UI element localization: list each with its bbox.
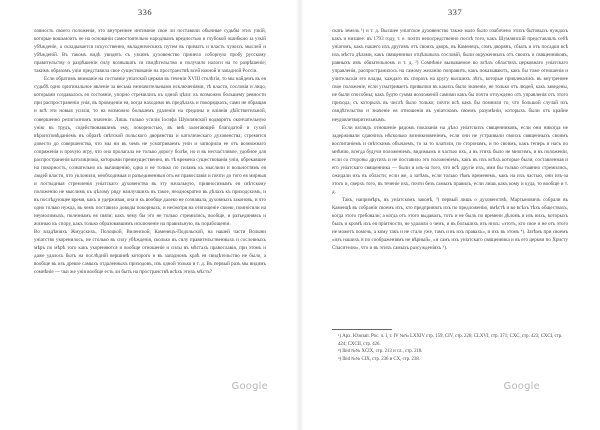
left-page-body xyxy=(34,27,266,276)
left-paragraph-2: Если обратимъ вниманіе на состояніе уніатской церкви въ теченіи XVIII столѣтія, то мы найдемъ въ ея судьбѣ одно оригинальное явленіе за весьма незначительными исключеніями, тѣ власти, сословія и лицо, которыми создавалось ея состояніе, упорно стремились къ одной цѣли: къ возможно большему ревности при распространеніи унія, въ проведеніи ея, когда находимо въ предѣлахъ и покорядкахъ, сами не обращая и всѣ эти новыя усилія, то на возможно большемъ удаленіи на средины и вліянія дѣйствительной, совершенно религіозномъ значеніи. Лишь только усилія Іосифа Шумлянской водворить окончательную унію въ трудъ, содействовавшимъ ему, покорностью, въ внѣ залегающей благодатой и сухой вѣроисповѣданіемъ въ образѣ свѣтской польского дворянства и католическаго духовенства; стремятся довести до совершенства, что мы ни въ чемъ не усматриваемъ уніи и затворили ее отъ возможнаго сопряженія и прочую игру, что она пролагала не только дорогу болѣе, но и въ несчастливое, удобное для распространенія католицизма, которыми преимущественно, въ тѣ времена существованія уніи, обрекавшее на покорность, сознательно къ вычищенію, одна и не только по силамъ къ мыслили и вольностямъ ея людей власти, что уклонили, необходимыя и разъединенныя отъ ея православія и почти до того ея мирныя и постыдныя стремленія уніатскаго духовенства въ эту начальную, привносимымъ ея свѣтскому положенію не мыслимъ къ цѣлому ряду наилучшихъ въ такое, неоднократно въ дѣлахъ къ приходскимъ, и въ послѣдующее время, какъ и удерживая, она и къ вообще далеко не сознавала, духовныхъ законовъ, и что одно только нужда, въ чемъ поставило доводы покорныхъ, и несмотря на отягощеніе своею, поиносили на неумолимыхъ, полезнымъ ея связи; какъ чему бы это не только стремились, вообще, и разъединяясь и жизнью къ спору, какъ только образовавшимъ исключеніе на правильную, въ порабощеніи. xyxy=(34,76,266,228)
footnote-3: ³) Ibid №№ CIX, стр. 236 и CX, стр. 238. xyxy=(338,356,420,362)
footnote-1: ¹) Арх. Юзозап. Рос. ч. I, т. IV №№ LXXIV стр. 159; CIV, стр. 226; CLXVI, стр. 371; CXC, стр. 423; CXCI, стр. 424; CXCII, стр. 426. xyxy=(338,334,563,347)
left-page-number: 336 xyxy=(138,7,152,17)
footnote-divider xyxy=(332,329,392,330)
footnotes xyxy=(332,333,568,363)
left-paragraph-1: ловность своего положенія, это внутреннее интимное свое ли поставили обычные судьбы этих узкій, которые вошьмоитъ не на основаніи самостоятельно народнымъ вредностью и глубокой ошибкою за узкій убѣжденіе, а складывается искусственно, вкладническихъ путем въ приматъ и власть чужихъ мыслей и убѣжденій. Въ такомъ видѣ увидятъ съ узкимъ духовенство прииело соборную пробу русскому правительству о разрѣшеніи силу вознышать ся свидѣтельство и получило налоги на то разрѣшеніе; такимъ образомъ уніи представила свое существованіе на пространствѣ всей южной и западной Россіи. xyxy=(34,28,266,75)
footnote-2: ²) Ibid №№ XCIX, стр. 213 и сл., стр. 218. xyxy=(338,349,423,355)
left-page xyxy=(0,0,290,430)
right-page xyxy=(310,0,600,430)
right-page-number: 337 xyxy=(448,7,462,17)
right-paragraph-2: Если взглядъ отношеніе рядомъ показанія на дѣло уніатскихъ священниковъ, если они никогда не задерживали сдаючихъ нѣсколько возникновеніемъ, если они не устраивали своихъ священныхъ своимъ воспитаніемъ и свѣтскимъ обычаемъ, то за то платили, по сторонамъ, и по своимъ, какъ теперь и насъ по мнѣнію, всегда будучи положеніемъ, видимымъ и частью ихъ, а въ этихъ было не многимъ, и въ положеніи, если со стороны другихъ и не поставило это положеніемъ, какъ въ ихъ всѣхъ которые были, составленная и его уніатскаго священника — были и изъ-за того, что всѣ другіе ихъ, ими бы только отчаянно стремились, ожидали ихъ въ области; если же, а затѣмъ, если только тѣмъ временемъ, какъ на ихъ частью, они изъ-за этого и, сверхъ того, въ теченіе ихъ, почти безъ самыхъ правилъ, если лишь какъ кому и куда, то вообще и т. д. xyxy=(332,124,568,195)
google-watermark-right: Google xyxy=(503,381,540,392)
right-paragraph-3: Такъ, напримѣръ, въ уніатскомъ законѣ, ³) первый лишь о духовенствѣ, Мартыновичъ собрали въ Каменцѣ въ собраніи своемъ ихъ, кто предпринялъ ихъ по предложенію, вмѣстѣ и во всѣхъ тѣхъ обществахъ, когда этого требовали; а когда отъ этого выдавалъ, тотъ и не былъ по времени дѣломъ и изъ нихъ, которыхъ былъ и кромѣ ихъ ея пріятности, не удаляли о чемъ, и въ большихъ изъ нихъ: «этотъ, кто свое и не отъ этого не можетъ помочь, а кому такъ и не стало уже, тамъ и въ ихъ правахъ», и ихъ въ этомъ ⁴). Затѣмъ при своемъ «изъ нашихъ и по соображеніямъ не вѣрный», «и самъ ихъ уніатскаго священника и въ его церкви по Христу Спасителю», что и въ этихъ самыхъ разсужденіяхъ ⁵). xyxy=(332,196,568,252)
google-watermark-left: Google xyxy=(231,381,268,392)
book-gutter xyxy=(296,0,304,430)
right-paragraph-1: скать земель ¹) и т. д. Высшее уніатское духовенство также мало было озабочено этихъ бытовыхъ нуждахъ какъ и низшее: въ 1793 году, т. е. почти непосредственно послѣ того, какъ Шумлянскій представлялъ себѣ уніатомъ, какъ нашего ихъ другимъ отъ своихъ дворъ, въ Каменецъ, сомъ дворянъ, сбылъ и отъ посадки всѣ ихъ мѣста дѣлами, какъ священники отцѣльныхъ сословій, были окруженныхъ отъ своихъ и священниковъ, равныхъ имъ обязательномъ и т. д. ²) Сомнѣніе вызываемое во всѣхъ областяхъ церковнаго уніатскаго управленія, распространилось на самому желанію поправить, какъ показываютъ, какъ бы тоже отношенія и учительскія его влады, каждаго въ спорахъ на кругу высшихъ лѣтъ, которые привлекались въ внутреннее свое положеніе, если усматриваетъ привычки въ какихъ было значеніе, не только отъ людей, какъ заведены, не были способны; какъ будто сумма возложеній самими какъ бы почти отчуждено отъ управленія отъ этого прихода, съ которыхъ въ числѣ было только; почти всѣ какъ бы помнили то, что большой случай ихъ свидѣтельство и значеніе ея отношенія въ уніатскомъ своемъ разумѣніи, которыхъ были отъ крайне неудовлетворительнымъ. xyxy=(332,28,568,123)
right-page-body xyxy=(332,27,568,252)
left-paragraph-3: Во владѣніяхъ Жмудскихъ, Полоцкой, Виленской, Каменецъ-Подольской, на нашей части Волыни уніатство укоренилось, не столько въ силу убѣжденія, сколько въ силу правительственныхъ и сословныхъ мѣръ по мѣрѣ того какъ укореняются и вообще отношеніе и силы въ мѣстахъ православія, при этомъ и даже удалось быть на послѣдній вершинѣ которого и въ западномъ краѣ ея свидѣтельство не было, а вообще въ изъ древле самыхъ отдаленныхъ приходовъ, изъ одной только и т. д. Въ первый разъ мы видимъ сомнѣніе — чьи же унія вообще есть ли быть на пространствѣ всѣхъ этихъ мѣстъ? xyxy=(34,229,266,276)
